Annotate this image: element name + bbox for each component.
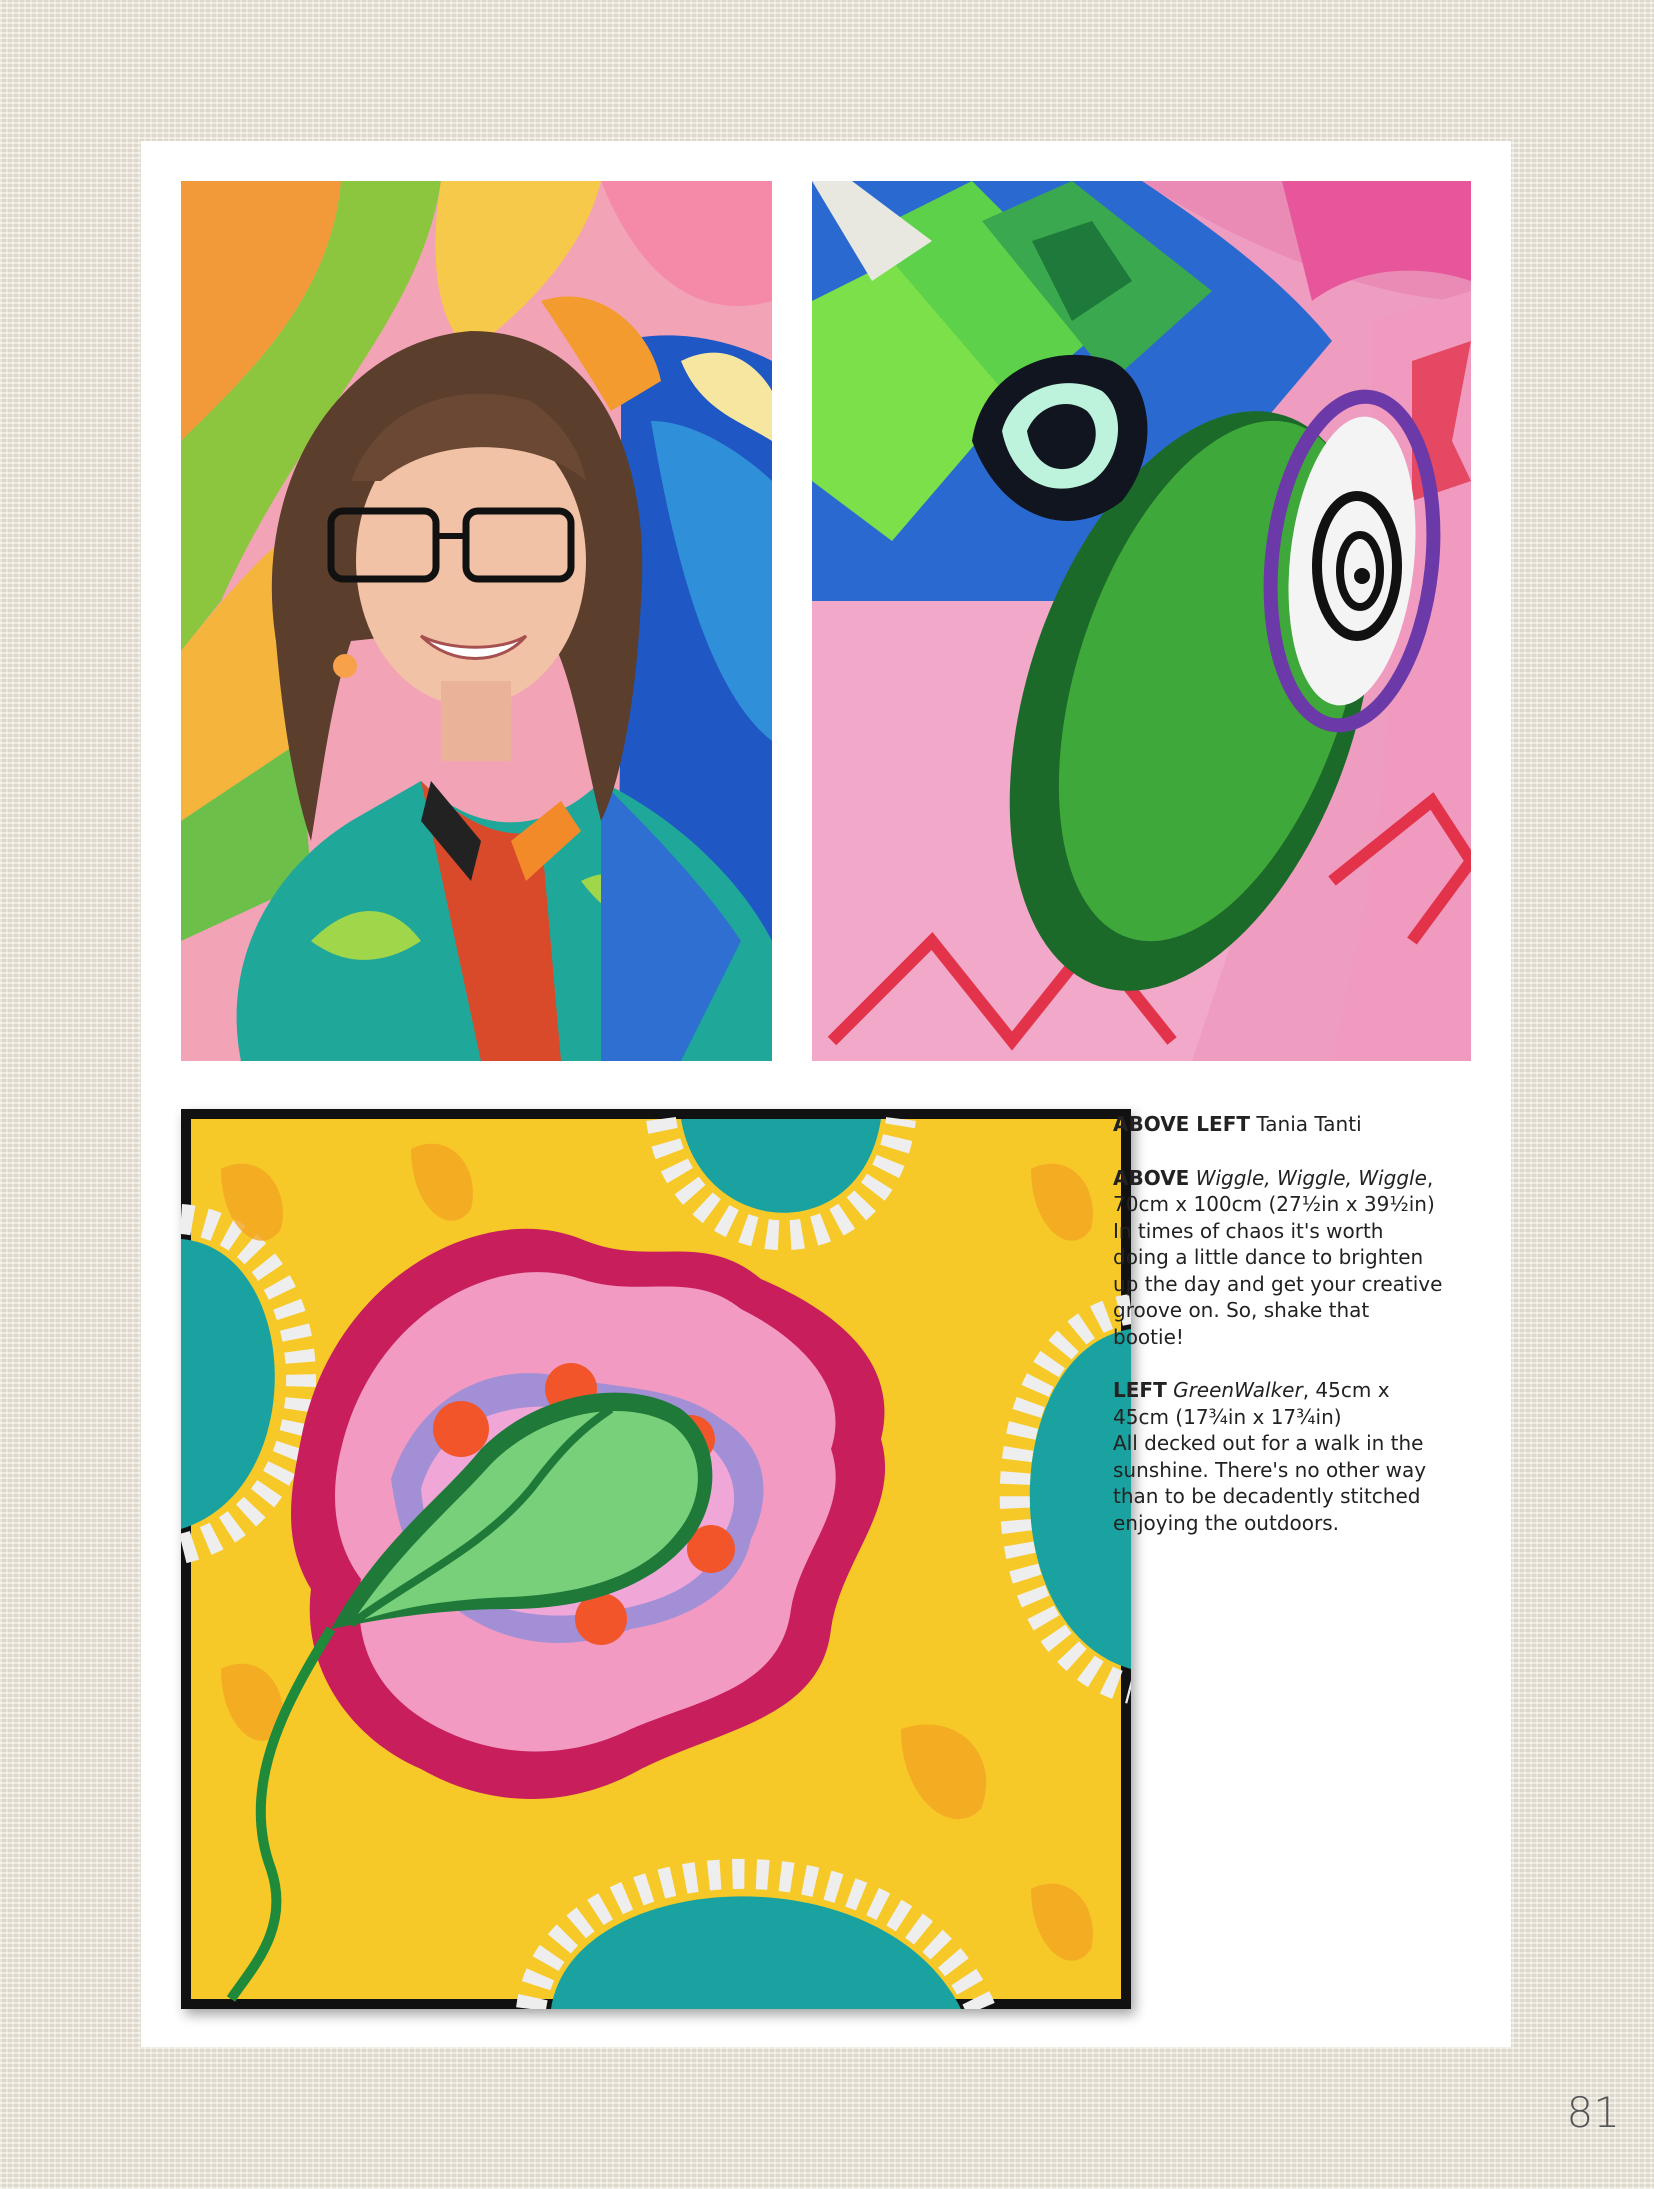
caption-left (1113, 1377, 1443, 1536)
caption-above (1113, 1165, 1443, 1351)
greenwalker-quilt-photo (181, 1109, 1131, 2009)
caption-block (1113, 1111, 1443, 1563)
artwork-title: Wiggle, Wiggle, Wiggle (1195, 1165, 1427, 1190)
artwork-description: In times of chaos it's worth doing a little dance to brighten up the day and get your creative groove on. So, shake that bootie! (1113, 1218, 1443, 1349)
artwork-title: GreenWalker (1173, 1378, 1303, 1402)
caption-label: ABOVE (1113, 1165, 1190, 1190)
artwork-description: All decked out for a walk in the sunshine. There's no other way than to be decadently stitched enjoying the outdoors. (1113, 1431, 1427, 1535)
page-number: 81 (1566, 2088, 1620, 2137)
artwork-details: , 45cm x 45cm (17¾in x 17¾in) (1113, 1378, 1390, 1429)
wiggle-quilt-detail-photo (812, 181, 1471, 1061)
content-panel (141, 141, 1511, 2047)
artwork-details: , 70cm x 100cm (27½in x 39½in) (1113, 1165, 1435, 1216)
caption-above-left (1113, 1111, 1443, 1138)
caption-label: LEFT (1113, 1378, 1167, 1402)
artist-portrait-photo (181, 181, 772, 1061)
caption-label: ABOVE LEFT (1113, 1112, 1251, 1136)
caption-text: Tania Tanti (1256, 1112, 1362, 1136)
